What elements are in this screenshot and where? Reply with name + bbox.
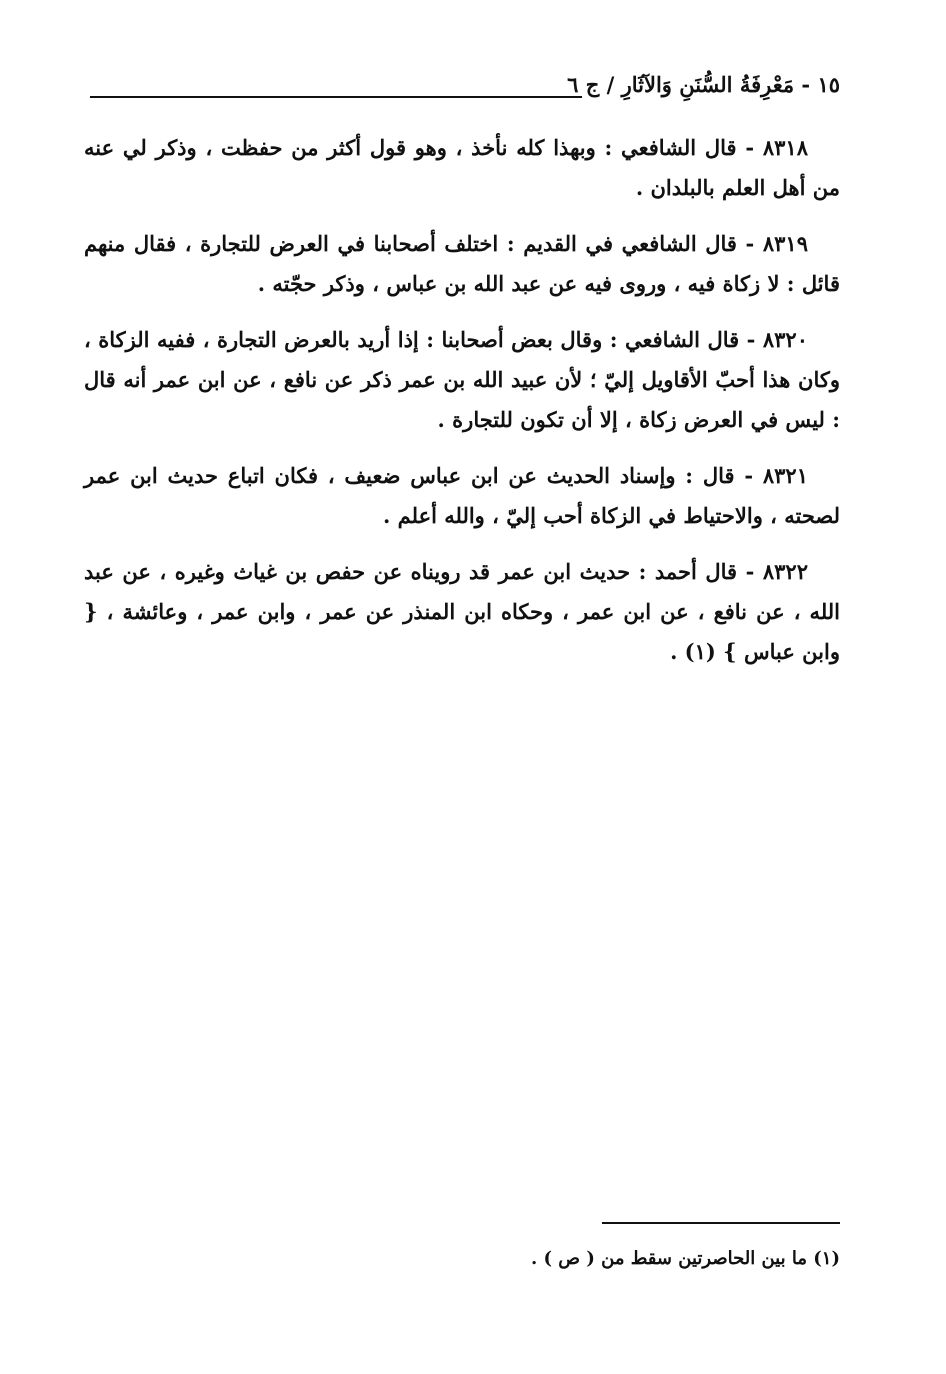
paragraph-8319: ٨٣١٩ - قال الشافعي في القديم : اختلف أصحابنا في العرض للتجارة ، فقال منهم قائل : لا زكاة فيه ، وروى فيه عن عبد الله بن عباس ، وذكر حجّته . bbox=[84, 231, 840, 296]
footnote: (١) ما بين الحاصرتين سقط من ( ص ) . bbox=[530, 1248, 840, 1269]
paragraph-8321: ٨٣٢١ - قال : وإسناد الحديث عن ابن عباس ضعيف ، فكان اتباع حديث ابن عمر لصحته ، والاحتياط في الزكاة أحب إليّ ، والله أعلم . bbox=[84, 463, 840, 528]
header-rule bbox=[90, 96, 582, 98]
paragraph-8322: ٨٣٢٢ - قال أحمد : حديث ابن عمر قد رويناه عن حفص بن غياث وغيره ، عن عبد الله ، عن نافع ، عن ابن عمر ، وحكاه ابن المنذر عن عمر ، وابن عمر ، وعائشة ، { وابن عباس } (١) . bbox=[84, 559, 840, 664]
paragraph-8318: ٨٣١٨ - قال الشافعي : وبهذا كله نأخذ ، وهو قول أكثر من حفظت ، وذكر لي عنه من أهل العلم بالبلدان . bbox=[84, 135, 840, 200]
paragraph-8320: ٨٣٢٠ - قال الشافعي : وقال بعض أصحابنا : إذا أريد بالعرض التجارة ، ففيه الزكاة ، وكان هذا أحبّ الأقاويل إليّ ؛ لأن عبيد الله بن عمر ذكر عن نافع ، عن ابن عمر أنه قال : ليس في العرض زكاة ، إلا أن تكون للتجارة . bbox=[84, 327, 840, 432]
running-title: ١٥ - مَعْرِفَةُ السُّنَنِ وَالآثَارِ / ج ٦ bbox=[567, 72, 840, 97]
footnote-rule bbox=[602, 1222, 840, 1224]
main-text bbox=[84, 128, 840, 688]
page-header bbox=[90, 68, 840, 108]
